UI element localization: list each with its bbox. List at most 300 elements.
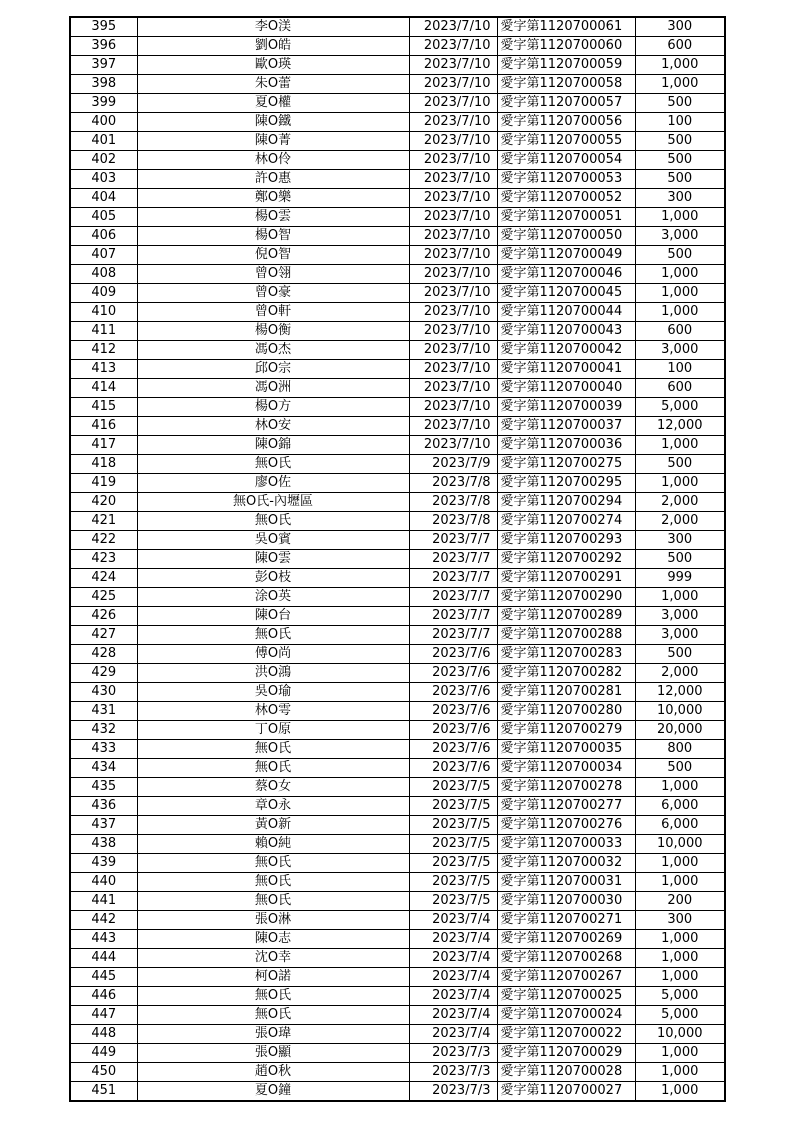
table-row [70,968,725,987]
table-row [70,208,725,227]
donation-date-cell: 2023/7/5 [409,873,497,892]
table-row [70,341,725,360]
donor-name-cell: 劉O皓 [137,37,409,56]
receipt-number-cell: 愛字第1120700269 [497,930,635,949]
donation-date-cell: 2023/7/10 [409,132,497,151]
row-number-cell: 410 [70,303,137,322]
table-row [70,835,725,854]
receipt-number-cell: 愛字第1120700046 [497,265,635,284]
row-number-cell: 442 [70,911,137,930]
amount-cell: 300 [635,911,725,930]
donor-name-cell: 朱O蕾 [137,75,409,94]
receipt-number-cell: 愛字第1120700061 [497,17,635,37]
donation-date-cell: 2023/7/7 [409,626,497,645]
donation-date-cell: 2023/7/5 [409,797,497,816]
row-number-cell: 437 [70,816,137,835]
donation-date-cell: 2023/7/6 [409,759,497,778]
donation-date-cell: 2023/7/10 [409,37,497,56]
row-number-cell: 399 [70,94,137,113]
table-row [70,607,725,626]
donor-name-cell: 鄭O樂 [137,189,409,208]
table-row [70,759,725,778]
donation-date-cell: 2023/7/10 [409,113,497,132]
table-row [70,987,725,1006]
donation-date-cell: 2023/7/5 [409,854,497,873]
row-number-cell: 431 [70,702,137,721]
donor-name-cell: 張O瑋 [137,1025,409,1044]
table-row [70,474,725,493]
donor-name-cell: 丁O原 [137,721,409,740]
amount-cell: 999 [635,569,725,588]
receipt-number-cell: 愛字第1120700032 [497,854,635,873]
table-row [70,892,725,911]
donation-date-cell: 2023/7/7 [409,531,497,550]
donation-date-cell: 2023/7/10 [409,341,497,360]
row-number-cell: 434 [70,759,137,778]
receipt-number-cell: 愛字第1120700275 [497,455,635,474]
amount-cell: 200 [635,892,725,911]
amount-cell: 3,000 [635,607,725,626]
donor-name-cell: 許O惠 [137,170,409,189]
receipt-number-cell: 愛字第1120700039 [497,398,635,417]
table-row [70,151,725,170]
amount-cell: 300 [635,189,725,208]
table-row [70,626,725,645]
row-number-cell: 397 [70,56,137,75]
row-number-cell: 447 [70,1006,137,1025]
receipt-number-cell: 愛字第1120700057 [497,94,635,113]
table-row [70,550,725,569]
donation-date-cell: 2023/7/6 [409,740,497,759]
amount-cell: 1,000 [635,208,725,227]
donation-date-cell: 2023/7/4 [409,1025,497,1044]
table-row [70,816,725,835]
donor-name-cell: 無O氏 [137,873,409,892]
table-row [70,721,725,740]
receipt-number-cell: 愛字第1120700291 [497,569,635,588]
amount-cell: 600 [635,37,725,56]
donor-name-cell: 歐O瑛 [137,56,409,75]
row-number-cell: 428 [70,645,137,664]
receipt-number-cell: 愛字第1120700278 [497,778,635,797]
donor-name-cell: 陳O志 [137,930,409,949]
receipt-number-cell: 愛字第1120700294 [497,493,635,512]
receipt-number-cell: 愛字第1120700040 [497,379,635,398]
donor-name-cell: 陳O鐵 [137,113,409,132]
receipt-number-cell: 愛字第1120700049 [497,246,635,265]
receipt-number-cell: 愛字第1120700288 [497,626,635,645]
donation-date-cell: 2023/7/10 [409,322,497,341]
amount-cell: 1,000 [635,778,725,797]
amount-cell: 2,000 [635,512,725,531]
receipt-number-cell: 愛字第1120700282 [497,664,635,683]
donor-name-cell: 蔡O女 [137,778,409,797]
row-number-cell: 430 [70,683,137,702]
donor-name-cell: 吳O瑜 [137,683,409,702]
donation-date-cell: 2023/7/3 [409,1044,497,1063]
donor-name-cell: 吳O賓 [137,531,409,550]
table-row [70,645,725,664]
donor-name-cell: 無O氏 [137,512,409,531]
table-row [70,417,725,436]
amount-cell: 1,000 [635,854,725,873]
receipt-number-cell: 愛字第1120700277 [497,797,635,816]
row-number-cell: 406 [70,227,137,246]
donor-name-cell: 柯O諾 [137,968,409,987]
donation-date-cell: 2023/7/10 [409,227,497,246]
donation-date-cell: 2023/7/10 [409,170,497,189]
row-number-cell: 411 [70,322,137,341]
amount-cell: 2,000 [635,493,725,512]
receipt-number-cell: 愛字第1120700292 [497,550,635,569]
row-number-cell: 425 [70,588,137,607]
donation-date-cell: 2023/7/7 [409,550,497,569]
row-number-cell: 443 [70,930,137,949]
row-number-cell: 418 [70,455,137,474]
row-number-cell: 419 [70,474,137,493]
table-row [70,37,725,56]
receipt-number-cell: 愛字第1120700050 [497,227,635,246]
donor-name-cell: 廖O佐 [137,474,409,493]
row-number-cell: 402 [70,151,137,170]
row-number-cell: 395 [70,17,137,37]
receipt-number-cell: 愛字第1120700034 [497,759,635,778]
amount-cell: 500 [635,455,725,474]
amount-cell: 500 [635,759,725,778]
amount-cell: 2,000 [635,664,725,683]
row-number-cell: 405 [70,208,137,227]
amount-cell: 12,000 [635,417,725,436]
donation-date-cell: 2023/7/10 [409,265,497,284]
table-row [70,531,725,550]
donor-name-cell: 夏O權 [137,94,409,113]
table-row [70,284,725,303]
donor-name-cell: 無O氏 [137,759,409,778]
amount-cell: 300 [635,531,725,550]
amount-cell: 3,000 [635,341,725,360]
table-row [70,1006,725,1025]
amount-cell: 500 [635,170,725,189]
amount-cell: 600 [635,379,725,398]
row-number-cell: 441 [70,892,137,911]
amount-cell: 100 [635,113,725,132]
amount-cell: 500 [635,246,725,265]
table-row [70,1025,725,1044]
table-row [70,797,725,816]
donor-name-cell: 倪O智 [137,246,409,265]
donation-date-cell: 2023/7/5 [409,816,497,835]
row-number-cell: 427 [70,626,137,645]
table-row [70,303,725,322]
receipt-number-cell: 愛字第1120700027 [497,1082,635,1102]
row-number-cell: 432 [70,721,137,740]
receipt-number-cell: 愛字第1120700058 [497,75,635,94]
donor-name-cell: 無O氏-內壢區 [137,493,409,512]
amount-cell: 800 [635,740,725,759]
amount-cell: 600 [635,322,725,341]
receipt-number-cell: 愛字第1120700025 [497,987,635,1006]
receipt-number-cell: 愛字第1120700042 [497,341,635,360]
row-number-cell: 417 [70,436,137,455]
donor-name-cell: 無O氏 [137,987,409,1006]
donation-date-cell: 2023/7/4 [409,911,497,930]
row-number-cell: 398 [70,75,137,94]
amount-cell: 1,000 [635,968,725,987]
table-row [70,170,725,189]
row-number-cell: 446 [70,987,137,1006]
donation-date-cell: 2023/7/8 [409,474,497,493]
donation-date-cell: 2023/7/10 [409,379,497,398]
row-number-cell: 409 [70,284,137,303]
donation-date-cell: 2023/7/4 [409,968,497,987]
donor-name-cell: 洪O鴻 [137,664,409,683]
donor-name-cell: 無O氏 [137,854,409,873]
receipt-number-cell: 愛字第1120700059 [497,56,635,75]
amount-cell: 5,000 [635,398,725,417]
receipt-number-cell: 愛字第1120700280 [497,702,635,721]
table-row [70,1044,725,1063]
amount-cell: 500 [635,94,725,113]
amount-cell: 3,000 [635,626,725,645]
donor-name-cell: 趙O秋 [137,1063,409,1082]
donor-name-cell: 章O永 [137,797,409,816]
row-number-cell: 420 [70,493,137,512]
table-row [70,379,725,398]
donor-name-cell: 楊O智 [137,227,409,246]
donor-name-cell: 無O氏 [137,892,409,911]
donor-name-cell: 陳O菁 [137,132,409,151]
row-number-cell: 440 [70,873,137,892]
donation-date-cell: 2023/7/10 [409,417,497,436]
donor-name-cell: 涂O英 [137,588,409,607]
receipt-number-cell: 愛字第1120700024 [497,1006,635,1025]
receipt-number-cell: 愛字第1120700028 [497,1063,635,1082]
table-row [70,569,725,588]
donor-name-cell: 彭O枝 [137,569,409,588]
donation-date-cell: 2023/7/8 [409,512,497,531]
row-number-cell: 422 [70,531,137,550]
table-row [70,113,725,132]
receipt-number-cell: 愛字第1120700295 [497,474,635,493]
table-row [70,75,725,94]
table-row [70,854,725,873]
row-number-cell: 400 [70,113,137,132]
receipt-number-cell: 愛字第1120700276 [497,816,635,835]
table-row [70,398,725,417]
donation-date-cell: 2023/7/10 [409,189,497,208]
table-row [70,227,725,246]
table-row [70,588,725,607]
donation-date-cell: 2023/7/7 [409,607,497,626]
donation-date-cell: 2023/7/6 [409,645,497,664]
donor-name-cell: 楊O衡 [137,322,409,341]
donation-date-cell: 2023/7/10 [409,303,497,322]
row-number-cell: 416 [70,417,137,436]
donation-date-cell: 2023/7/3 [409,1082,497,1102]
amount-cell: 1,000 [635,1044,725,1063]
receipt-number-cell: 愛字第1120700037 [497,417,635,436]
amount-cell: 1,000 [635,284,725,303]
amount-cell: 6,000 [635,816,725,835]
row-number-cell: 424 [70,569,137,588]
donor-name-cell: 夏O鐘 [137,1082,409,1102]
receipt-number-cell: 愛字第1120700036 [497,436,635,455]
table-row [70,322,725,341]
donation-date-cell: 2023/7/9 [409,455,497,474]
row-number-cell: 412 [70,341,137,360]
row-number-cell: 415 [70,398,137,417]
donor-name-cell: 傅O尚 [137,645,409,664]
donor-name-cell: 曾O翎 [137,265,409,284]
receipt-number-cell: 愛字第1120700289 [497,607,635,626]
donor-name-cell: 張O顯 [137,1044,409,1063]
amount-cell: 1,000 [635,75,725,94]
amount-cell: 10,000 [635,835,725,854]
row-number-cell: 407 [70,246,137,265]
donation-table-body [70,17,725,1101]
receipt-number-cell: 愛字第1120700035 [497,740,635,759]
amount-cell: 12,000 [635,683,725,702]
amount-cell: 1,000 [635,265,725,284]
row-number-cell: 435 [70,778,137,797]
table-row [70,455,725,474]
receipt-number-cell: 愛字第1120700054 [497,151,635,170]
receipt-number-cell: 愛字第1120700044 [497,303,635,322]
amount-cell: 1,000 [635,588,725,607]
table-row [70,493,725,512]
receipt-number-cell: 愛字第1120700041 [497,360,635,379]
table-row [70,740,725,759]
receipt-number-cell: 愛字第1120700053 [497,170,635,189]
amount-cell: 300 [635,17,725,37]
donor-name-cell: 無O氏 [137,740,409,759]
donor-name-cell: 曾O豪 [137,284,409,303]
receipt-number-cell: 愛字第1120700268 [497,949,635,968]
row-number-cell: 448 [70,1025,137,1044]
receipt-number-cell: 愛字第1120700055 [497,132,635,151]
amount-cell: 1,000 [635,873,725,892]
receipt-number-cell: 愛字第1120700031 [497,873,635,892]
donor-name-cell: 黃O新 [137,816,409,835]
receipt-number-cell: 愛字第1120700052 [497,189,635,208]
row-number-cell: 421 [70,512,137,531]
row-number-cell: 414 [70,379,137,398]
table-row [70,873,725,892]
table-row [70,132,725,151]
donor-name-cell: 林O安 [137,417,409,436]
amount-cell: 1,000 [635,1063,725,1082]
donation-date-cell: 2023/7/8 [409,493,497,512]
amount-cell: 5,000 [635,987,725,1006]
donation-date-cell: 2023/7/7 [409,569,497,588]
receipt-number-cell: 愛字第1120700051 [497,208,635,227]
row-number-cell: 445 [70,968,137,987]
table-row [70,1082,725,1102]
amount-cell: 1,000 [635,930,725,949]
donation-date-cell: 2023/7/10 [409,246,497,265]
amount-cell: 100 [635,360,725,379]
amount-cell: 500 [635,645,725,664]
donation-date-cell: 2023/7/6 [409,721,497,740]
receipt-number-cell: 愛字第1120700033 [497,835,635,854]
amount-cell: 3,000 [635,227,725,246]
donation-date-cell: 2023/7/6 [409,683,497,702]
donor-name-cell: 林O伶 [137,151,409,170]
amount-cell: 1,000 [635,949,725,968]
table-row [70,778,725,797]
donation-date-cell: 2023/7/6 [409,702,497,721]
receipt-number-cell: 愛字第1120700271 [497,911,635,930]
receipt-number-cell: 愛字第1120700056 [497,113,635,132]
table-row [70,189,725,208]
row-number-cell: 426 [70,607,137,626]
amount-cell: 500 [635,151,725,170]
donation-date-cell: 2023/7/5 [409,835,497,854]
donation-date-cell: 2023/7/5 [409,778,497,797]
receipt-number-cell: 愛字第1120700274 [497,512,635,531]
table-row [70,17,725,37]
row-number-cell: 396 [70,37,137,56]
receipt-number-cell: 愛字第1120700267 [497,968,635,987]
donor-name-cell: 馮O洲 [137,379,409,398]
donation-date-cell: 2023/7/10 [409,360,497,379]
receipt-number-cell: 愛字第1120700022 [497,1025,635,1044]
receipt-number-cell: 愛字第1120700030 [497,892,635,911]
donor-name-cell: 張O淋 [137,911,409,930]
receipt-number-cell: 愛字第1120700043 [497,322,635,341]
amount-cell: 1,000 [635,56,725,75]
donation-date-cell: 2023/7/10 [409,208,497,227]
donor-name-cell: 賴O純 [137,835,409,854]
donation-date-cell: 2023/7/10 [409,75,497,94]
donation-date-cell: 2023/7/6 [409,664,497,683]
donor-name-cell: 沈O幸 [137,949,409,968]
table-row [70,265,725,284]
donation-date-cell: 2023/7/10 [409,398,497,417]
donation-date-cell: 2023/7/4 [409,1006,497,1025]
donor-name-cell: 馮O杰 [137,341,409,360]
row-number-cell: 450 [70,1063,137,1082]
donor-name-cell: 林O雩 [137,702,409,721]
donation-date-cell: 2023/7/10 [409,436,497,455]
donation-date-cell: 2023/7/3 [409,1063,497,1082]
donor-name-cell: 無O氏 [137,1006,409,1025]
donation-table [69,16,726,1102]
donor-name-cell: 楊O方 [137,398,409,417]
table-row [70,512,725,531]
amount-cell: 6,000 [635,797,725,816]
row-number-cell: 413 [70,360,137,379]
amount-cell: 5,000 [635,1006,725,1025]
amount-cell: 10,000 [635,1025,725,1044]
receipt-number-cell: 愛字第1120700045 [497,284,635,303]
donation-date-cell: 2023/7/10 [409,284,497,303]
row-number-cell: 433 [70,740,137,759]
donation-date-cell: 2023/7/10 [409,56,497,75]
donation-date-cell: 2023/7/10 [409,94,497,113]
receipt-number-cell: 愛字第1120700029 [497,1044,635,1063]
table-row [70,246,725,265]
table-row [70,664,725,683]
amount-cell: 1,000 [635,303,725,322]
table-row [70,683,725,702]
donor-name-cell: 邱O宗 [137,360,409,379]
donor-name-cell: 陳O錦 [137,436,409,455]
row-number-cell: 436 [70,797,137,816]
amount-cell: 500 [635,550,725,569]
row-number-cell: 401 [70,132,137,151]
donation-date-cell: 2023/7/10 [409,17,497,37]
